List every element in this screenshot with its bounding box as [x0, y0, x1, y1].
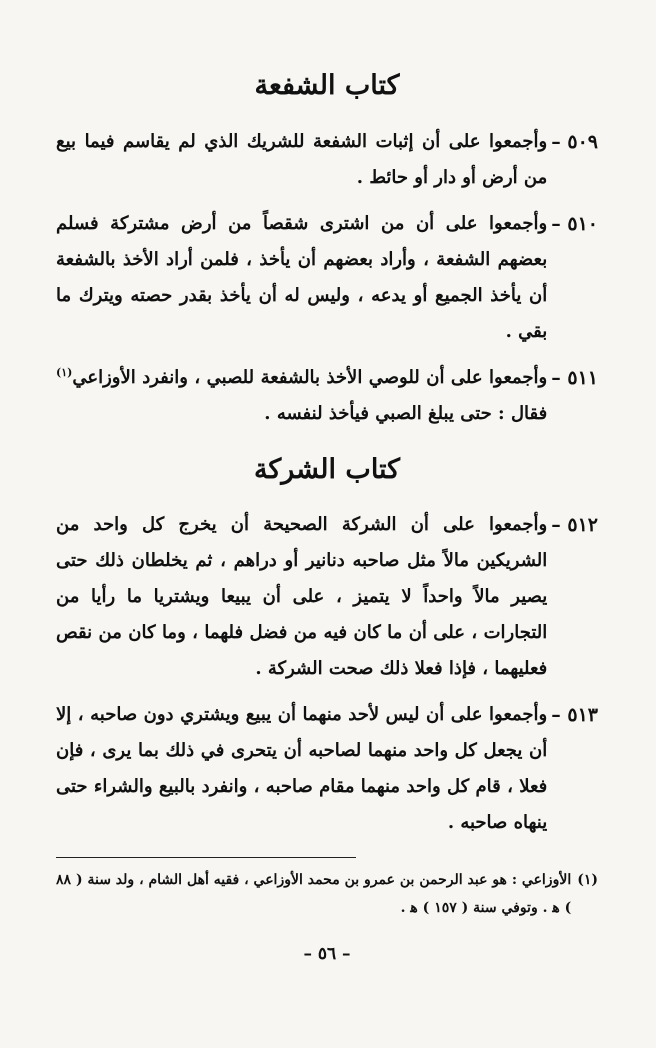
entry-text: وأجمعوا على أن للوصي الأخذ بالشفعة للصبي ، وانفرد الأوزاعي [72, 367, 548, 389]
entry-text: وأجمعوا على أن ليس لأحد منهما أن يبيع ويشتري دون صاحبه ، إلا أن يجعل كل واحد منهما لصاحبه أن يتحرى في ذلك بما يرى ، فإن فعلا ، قام كل واحد منهما مقام صاحبه ، وانفرد بالبيع والشراء حتى ينهاه صاحبه . [56, 703, 548, 833]
entry-number: ٥١٠ – [551, 213, 598, 236]
entry-text: وأجمعوا على أن من اشترى شقصاً من أرض مشتركة فسلم بعضهم الشفعة ، وأراد بعضهم أن يأخذ ، فلمن أراد الأخذ بالشفعة أن يأخذ الجميع أو يدعه ، وليس له أن يأخذ بقدر حصته ويترك ما بقي . [56, 213, 548, 343]
footnote-reference[interactable]: (١) [56, 366, 73, 380]
footnote-number: (١) [577, 871, 598, 888]
section-title-shufa: كتاب الشفعة [254, 70, 400, 101]
entry-511 [56, 360, 598, 432]
entry-number: ٥١٣ – [551, 703, 598, 726]
entry-text-continued: فقال : حتى يبلغ الصبي فيأخذ لنفسه . [264, 403, 548, 425]
entry-513 [56, 697, 598, 841]
section-title-shirka: كتاب الشركة [253, 454, 401, 486]
entry-509 [56, 124, 598, 196]
entry-512 [56, 507, 598, 687]
entry-text: وأجمعوا على أن الشركة الصحيحة أن يخرج كل واحد من الشريكين مالاً مثل صاحبه دنانير أو دراهم ، ثم يخلطان ذلك حتى يصير مالاً واحداً لا يتميز ، على أن يبيعا ويشتريا ما رأيا من التجارات ، على أن ما كان فيه من فضل فلهما ، وما كان من نقص فعليهما ، فإذا فعلا ذلك صحت الشركة . [56, 513, 548, 679]
footnote [56, 866, 598, 922]
entry-510 [56, 206, 598, 350]
entry-number: ٥٠٩ – [551, 131, 598, 154]
entry-text-container [56, 360, 547, 432]
footnote-divider [56, 857, 356, 858]
entry-text: وأجمعوا على أن إثبات الشفعة للشريك الذي لم يقاسم فيما بيع من أرض أو دار أو حائط . [56, 131, 548, 189]
page-number: – ٥٦ – [303, 943, 351, 964]
footnote-text: الأوزاعي : هو عبد الرحمن بن عمرو بن محمد الأوزاعي ، فقيه أهل الشام ، ولد سنة ( ٨٨ ) ﻫ . وتوفي سنة ( ١٥٧ ) ﻫ . [56, 871, 572, 916]
entry-number: ٥١١ – [551, 367, 598, 390]
entry-number: ٥١٢ – [551, 513, 598, 536]
